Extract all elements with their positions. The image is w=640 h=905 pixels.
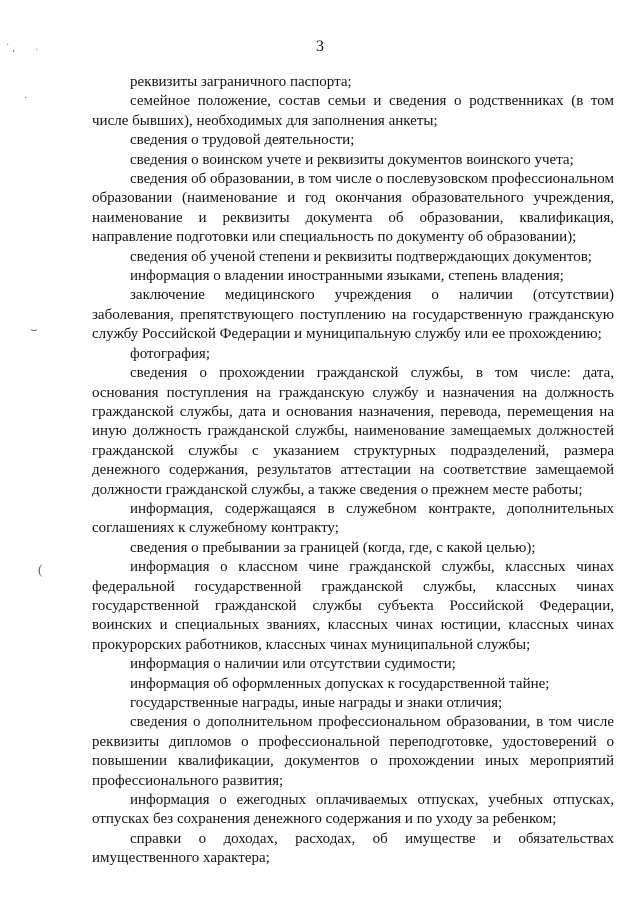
paragraph-criminal-record: информация о наличии или отсутствии судимости; — [130, 656, 456, 673]
paragraph-foreign-passport: реквизиты заграничного паспорта; — [130, 74, 352, 90]
scan-mark-dot: · — [24, 93, 28, 104]
page-number: 3 — [316, 38, 324, 55]
paragraph-service-contract: информация, содержащаяся в служебном контракте, дополнительных соглашениях к служебному контракту; — [92, 500, 614, 537]
paragraph-medical-conclusion: заключение медицинского учреждения о наличии (отсутствии) заболевания, препятствующего поступлению на государственную гражданскую службу Российской Федерации и муниципальную службу или ее прохождению; — [92, 287, 614, 343]
paragraph-income-statements: справки о доходах, расходах, об имуществе и обязательствах имущественного характера; — [92, 830, 614, 867]
paragraph-additional-education: сведения о дополнительном профессиональном образовании, в том числе реквизиты дипломов о профессиональной переподготовке, удостоверений о повышении квалификации, документов о прохождении иных мероприятий профессионального развития; — [92, 714, 614, 789]
scan-mark-top: ˙ ‚ ˒ — [6, 43, 39, 54]
paragraph-work-history: сведения о трудовой деятельности; — [130, 132, 355, 149]
punch-hole-mark-lower: ( — [38, 563, 43, 578]
paragraph-security-clearance: информация об оформленных допусках к государственной тайне; — [130, 675, 550, 692]
paragraph-foreign-languages: информация о владении иностранными языками, степень владения; — [130, 268, 564, 285]
paragraph-service-history: сведения о прохождении гражданской службы, в том числе: дата, основания поступления на гражданскую службу и назначения на должность гражданской службы, дата и основания назначения, перевода, перемещения на иную должность гражданской службы, наименование замещаемых должностей гражданской службы с указанием структурных подразделений, размера денежного содержания, результатов аттестации на соответствие замещаемой должности гражданской службы, а также сведения о прежнем месте работы; — [92, 365, 614, 498]
document-body — [92, 73, 614, 869]
paragraph-class-ranks: информация о классном чине гражданской службы, классных чинах федеральной государственной гражданской службы, классных чинах государственной гражданской службы субъекта Российской Федерации, воинских и специальных званиях, классных чинах юстиции, классных чинах прокурорских работников, классных чинах муниципальной службы; — [92, 559, 614, 653]
paragraph-military-registration: сведения о воинском учете и реквизиты документов воинского учета; — [130, 151, 574, 168]
paragraph-academic-degree: сведения об ученой степени и реквизиты подтверждающих документов; — [130, 248, 592, 265]
paragraph-education: сведения об образовании, в том числе о послевузовском профессиональном образовании (наименование и год окончания образовательного учреждения, наименование и реквизиты документа об образовании, квалификация, направление подготовки или специальность по документу об образовании); — [92, 171, 614, 246]
paragraph-photo: фотография; — [130, 345, 211, 362]
paragraph-vacations: информация о ежегодных оплачиваемых отпусках, учебных отпусках, отпусках без сохранения денежного содержания и по уходу за ребенком; — [92, 792, 614, 828]
paragraph-awards: государственные награды, иные награды и знаки отличия; — [130, 695, 503, 711]
paragraph-family-status: семейное положение, состав семьи и сведения о родственниках (в том числе бывших), необходимых для заполнения анкеты; — [92, 93, 614, 129]
paragraph-stays-abroad: сведения о пребывании за границей (когда, где, с какой целью); — [130, 539, 536, 556]
punch-hole-mark-upper: ⌣ — [30, 322, 38, 336]
